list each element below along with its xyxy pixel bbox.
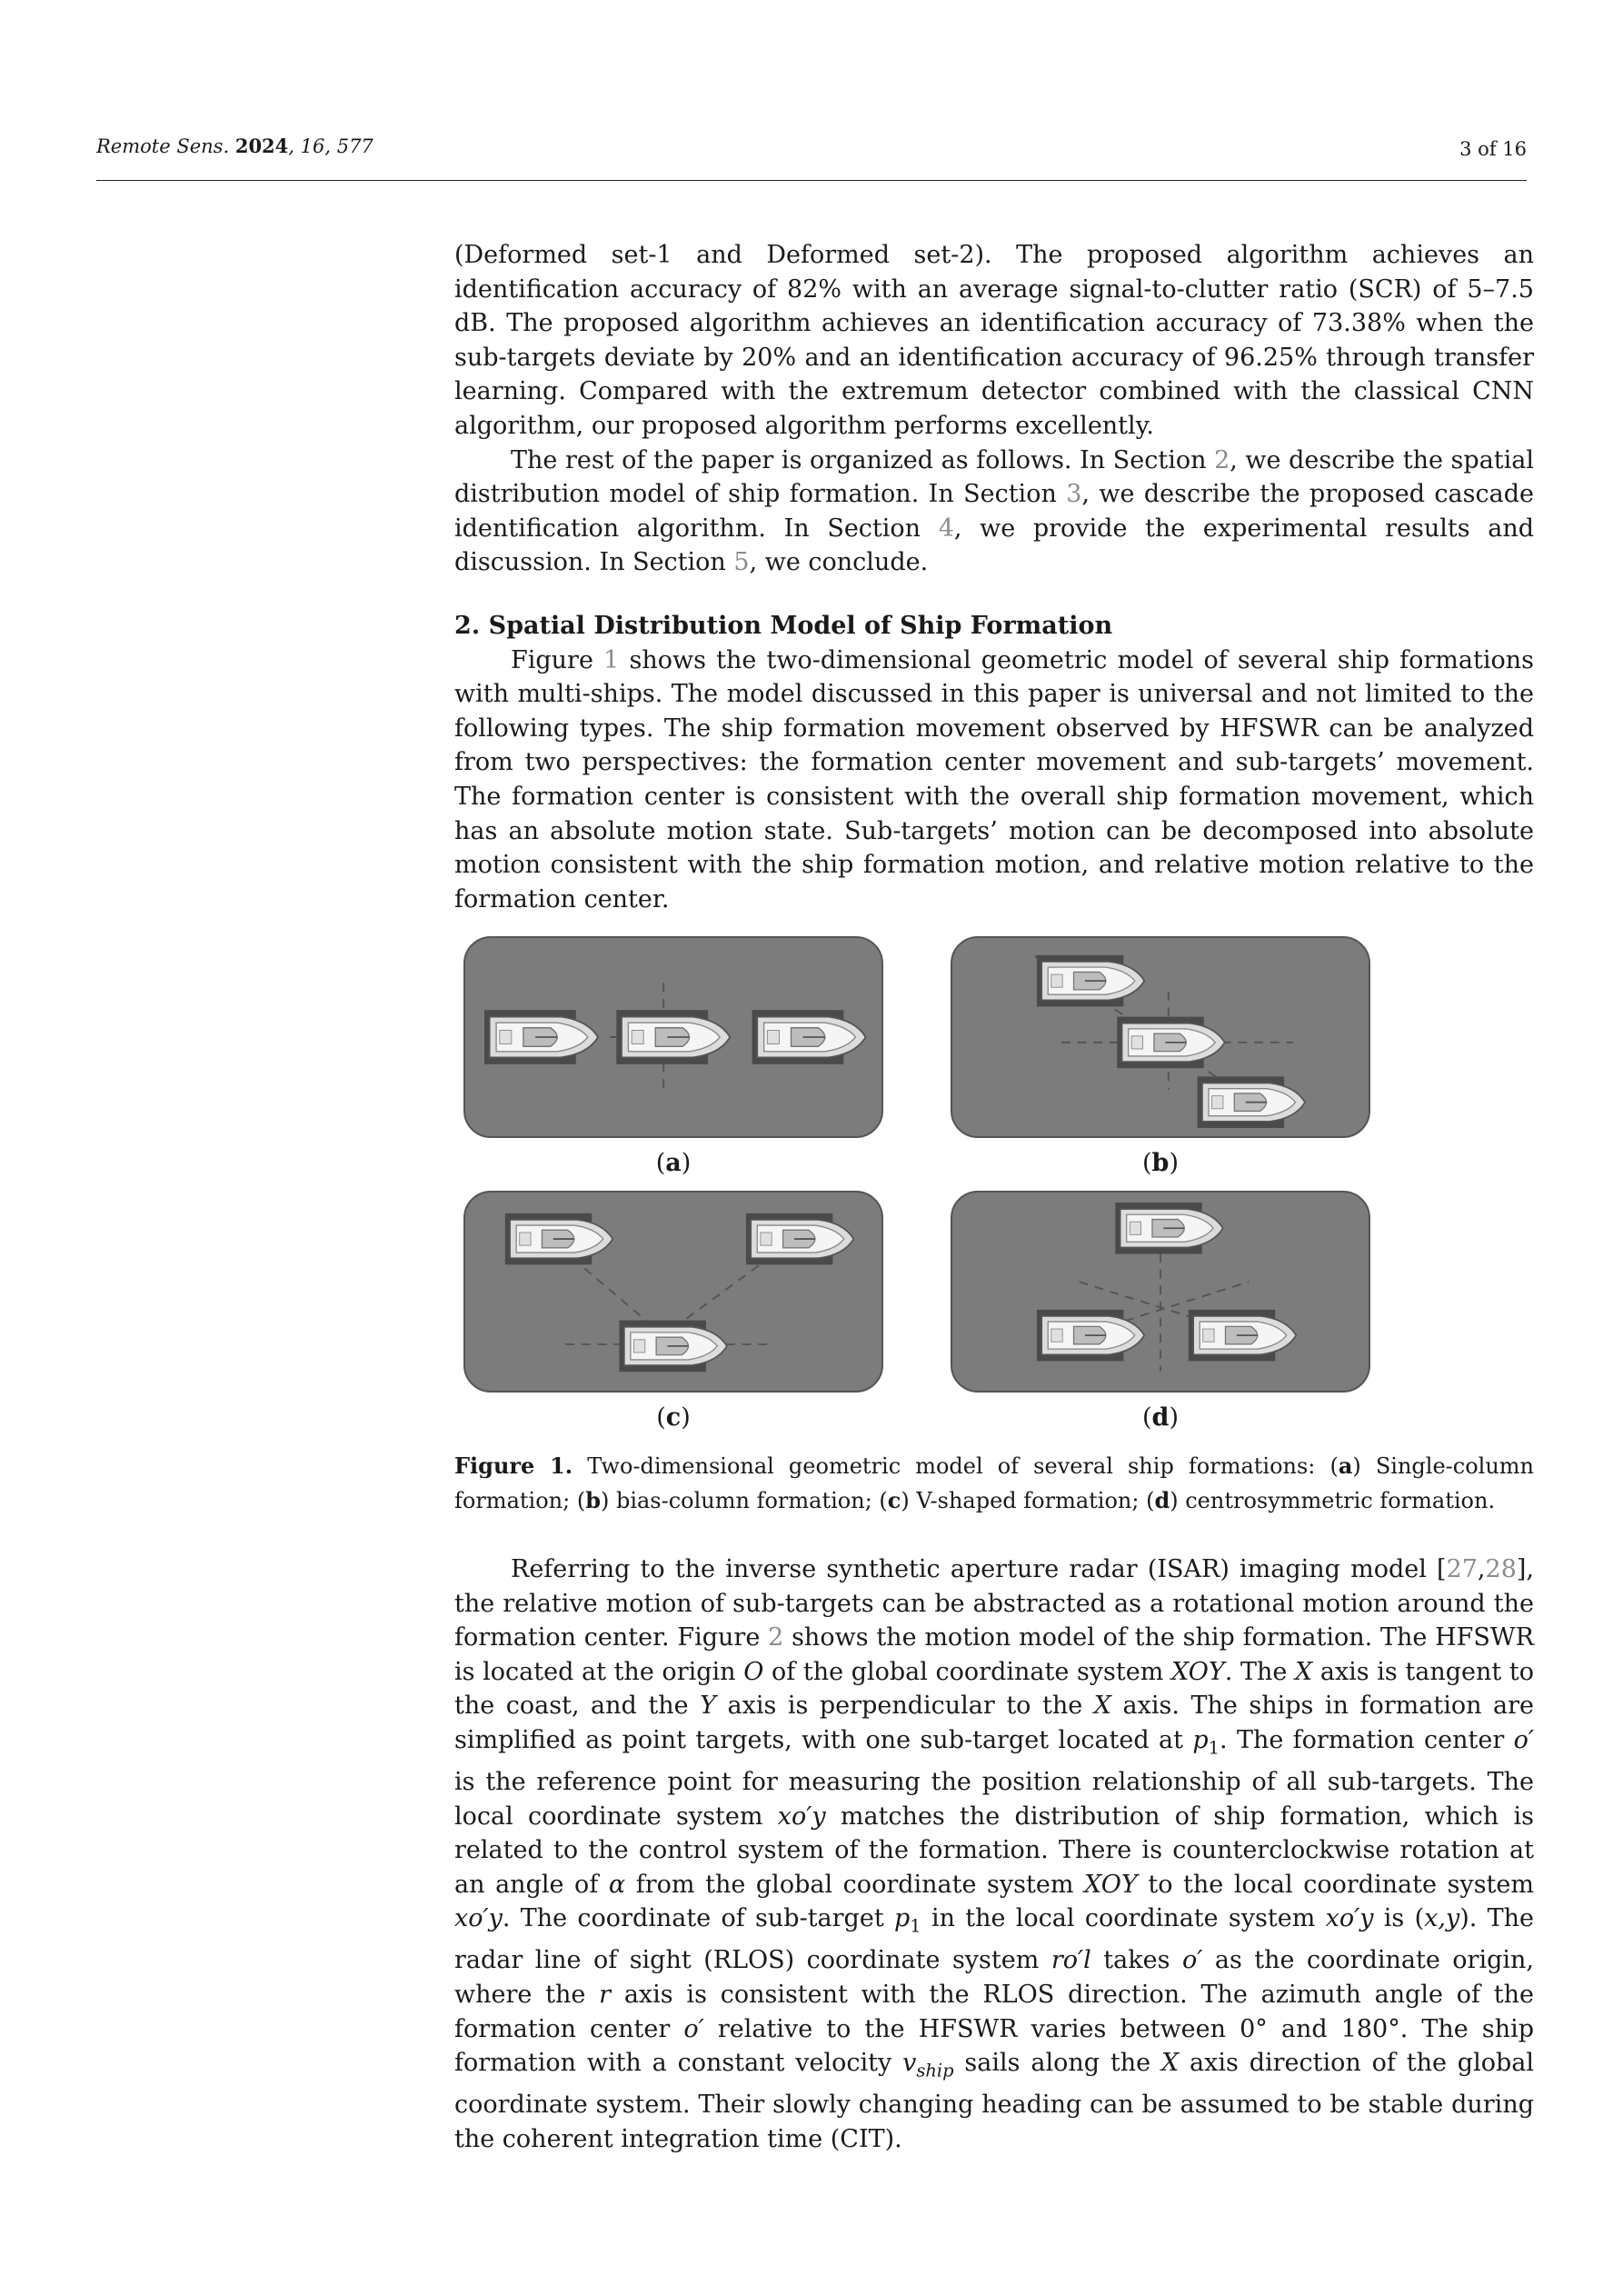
- section-2-link[interactable]: 2: [1214, 445, 1230, 474]
- panel-d-centrosymmetric: [951, 1191, 1370, 1393]
- panel-b-label: (b): [1142, 1149, 1179, 1177]
- panel-c-label: (c): [656, 1403, 691, 1432]
- reference-28-link[interactable]: 28: [1485, 1555, 1517, 1583]
- panel-a-label: (a): [655, 1149, 692, 1177]
- panel-d-label: (d): [1142, 1403, 1179, 1432]
- section-3-link[interactable]: 3: [1066, 480, 1082, 509]
- intro-paragraph-1: (Deformed set-1 and Deformed set-2). The proposed algorithm achieves an identification accuracy of 82% with an average signal-to-clutter ratio (SCR) of 5–7.5 dB. The proposed algorithm achieves an identification accuracy of 73.38% when the sub-targets deviate by 20% and an identification accuracy of 96.25% through transfer learning. Compared with the extremum detector combined with the classical CNN algorithm, our proposed algorithm performs excellently.: [454, 241, 1534, 440]
- intro-text: [454, 238, 1534, 580]
- paragraph-isar-model: Referring to the inverse synthetic aperture radar (ISAR) imaging model [27,28], the relative motion of sub-targets can be abstracted as a rotational motion around the formation center. Figure 2 shows the motion model of the ship formation. The HFSWR is located at the origin O of the global coordinate system XOY. The X axis is tangent to the coast, and the Y axis is perpendicular to the X axis. The ships in formation are simplified as point targets, with one sub-target located at $p_1$. The formation center o′ is the reference point for measuring the position relationship of all sub-targets. The local coordinate system xo′y matches the distribution of ship formation, which is related to the control system of the formation. There is counterclockwise rotation at an angle of α from the global coordinate system XOY to the local coordinate system xo′y. The coordinate of sub-target $p_1$ in the local coordinate system xo′y is (x,y). The radar line of sight (RLOS) coordinate system ro′l takes o′ as the coordinate origin, where the r axis is consistent with the RLOS direction. The azimuth angle of the formation center o′ relative to the HFSWR varies between 0° and 180°. The ship formation with a constant velocity $v_{ship}$ sails along the X axis direction of the global coordinate system. Their slowly changing heading can be assumed to be stable during the coherent integration time (CIT).: [454, 1555, 1535, 2153]
- section-2: [454, 609, 1534, 916]
- section-heading: 2. Spatial Distribution Model of Ship Formation: [454, 612, 1113, 640]
- running-header-journal: Remote Sens. 2024, 16, 577: [96, 135, 373, 157]
- figure-caption: Figure 1. Two-dimensional geometric model of several ship formations: (a) Single-column formation; (b) bias-column formation; (c) V-shaped formation; (d) centrosymmetric formation.: [454, 1452, 1534, 1513]
- header-rule: [96, 180, 1527, 181]
- section-5-link[interactable]: 5: [733, 548, 750, 577]
- page-number: 3 of 16: [1459, 138, 1527, 160]
- figure-2-link[interactable]: 2: [768, 1623, 784, 1652]
- figure-1: [454, 927, 1536, 1454]
- intro-paragraph-2: The rest of the paper is organized as follows. In Section 2, we describe the spatial distribution model of ship formation. In Section 3, we describe the proposed cascade identification algorithm. In Section 4, we provide the experimental results and discussion. In Section 5, we conclude.: [454, 445, 1535, 577]
- section-2-paragraph: Figure 1 shows the two-dimensional geometric model of several ship formations with multi-ships. The model discussed in this paper is universal and not limited to the following types. The ship formation movement observed by HFSWR can be analyzed from two perspectives: the formation center movement and sub-targets’ movement. The formation center is consistent with the overall ship formation movement, which has an absolute motion state. Sub-targets’ motion can be decomposed into absolute motion consistent with the ship formation motion, and relative motion relative to the formation center.: [454, 645, 1534, 913]
- figure-1-link[interactable]: 1: [603, 645, 620, 674]
- section-4-link[interactable]: 4: [938, 514, 954, 543]
- reference-27-link[interactable]: 27: [1446, 1555, 1478, 1583]
- panel-b-bias-column: [951, 936, 1370, 1138]
- panel-c-v-shaped: [463, 1191, 883, 1393]
- panel-a-single-column: [463, 936, 883, 1138]
